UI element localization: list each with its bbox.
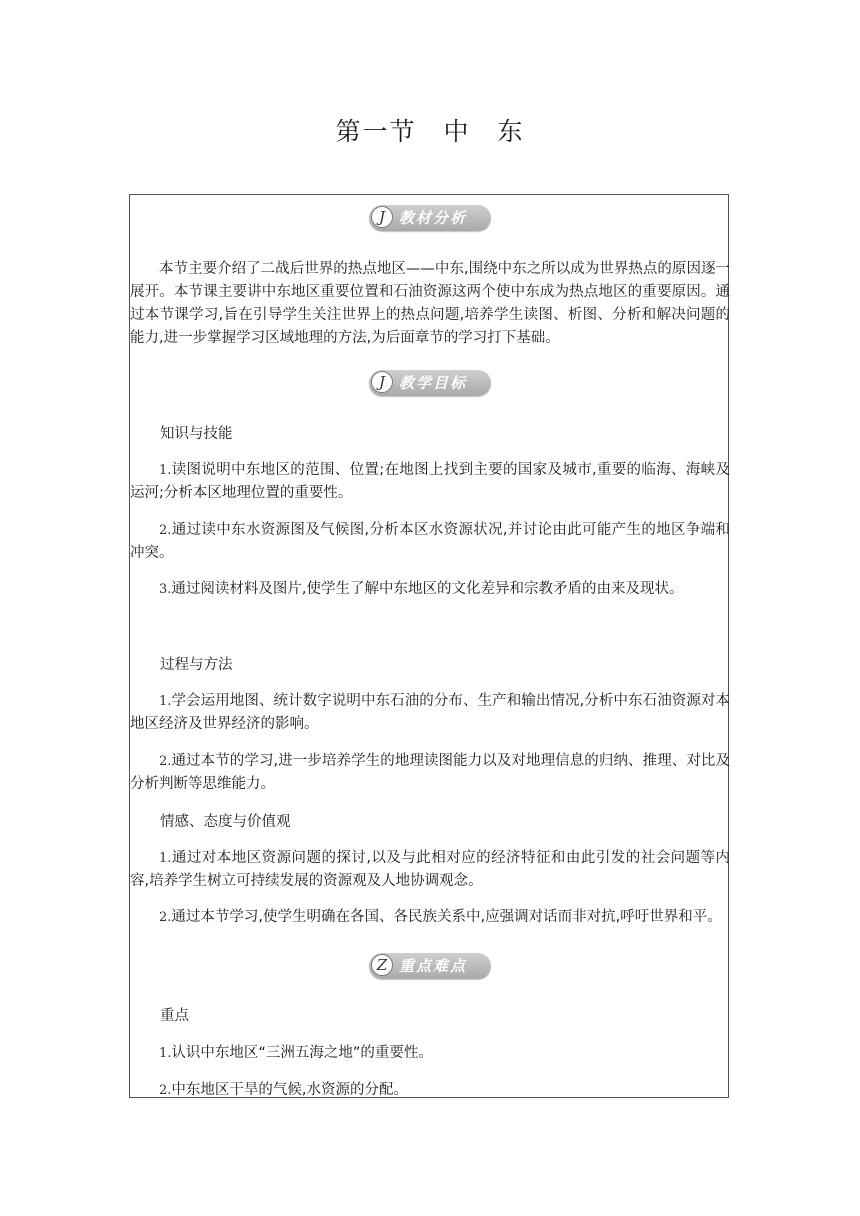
list-item: 1.读图说明中东地区的范围、位置;在地图上找到主要的国家及城市,重要的临海、海峡及运河;分析本区地理位置的重要性。: [130, 462, 730, 501]
list-item: 1.认识中东地区“三洲五海之地”的重要性。: [159, 1045, 433, 1061]
section-badge-analysis: [369, 205, 491, 231]
badge-letter-icon: Z: [371, 954, 393, 976]
badge-letter-icon: J: [371, 371, 393, 393]
list-item: 1.学会运用地图、统计数字说明中东石油的分布、生产和输出情况,分析中东石油资源对本地区经济及世界经济的影响。: [130, 693, 730, 732]
list-item: 1.通过对本地区资源问题的探讨,以及与此相对应的经济特征和由此引发的社会问题等内容,培养学生树立可持续发展的资源观及人地协调观念。: [130, 850, 730, 889]
list-item: 2.通过读中东水资源图及气候图,分析本区水资源状况,并讨论由此可能产生的地区争端和冲突。: [130, 522, 730, 561]
section-title: 教学目标: [399, 374, 468, 392]
page-title: 第一节 中 东: [335, 117, 525, 146]
list-item: 3.通过阅读材料及图片,使学生了解中东地区的文化差异和宗教矛盾的由来及现状。: [159, 581, 684, 597]
heading-knowledge: 知识与技能: [160, 426, 233, 442]
list-item: 2.中东地区干旱的气候,水资源的分配。: [159, 1082, 409, 1098]
badge-letter-icon: J: [371, 206, 393, 228]
heading-process: 过程与方法: [160, 657, 233, 673]
list-item: 2.通过本节的学习,进一步培养学生的地理读图能力以及对地理信息的归纳、推理、对比及分析判断等思维能力。: [130, 753, 730, 792]
section-title: 教材分析: [399, 209, 468, 227]
section-badge-keypoints: [369, 953, 491, 979]
analysis-paragraph: 本节主要介绍了二战后世界的热点地区——中东,围绕中东之所以成为世界热点的原因逐一展开。本节课主要讲中东地区重要位置和石油资源这两个使中东成为热点地区的重要原因。通过本节课学习,旨在引导学生关注世界上的热点问题,培养学生读图、析图、分析和解决问题的能力,进一步掌握学习区域地理的方法,为后面章节的学习打下基础。: [130, 261, 730, 346]
section-badge-goals: [369, 370, 491, 396]
section-title: 重点难点: [399, 957, 468, 975]
list-item: 2.通过本节学习,使学生明确在各国、各民族关系中,应强调对话而非对抗,呼吁世界和平。: [159, 909, 722, 925]
heading-keypoints: 重点: [160, 1008, 189, 1024]
heading-emotion: 情感、态度与价值观: [160, 814, 291, 830]
